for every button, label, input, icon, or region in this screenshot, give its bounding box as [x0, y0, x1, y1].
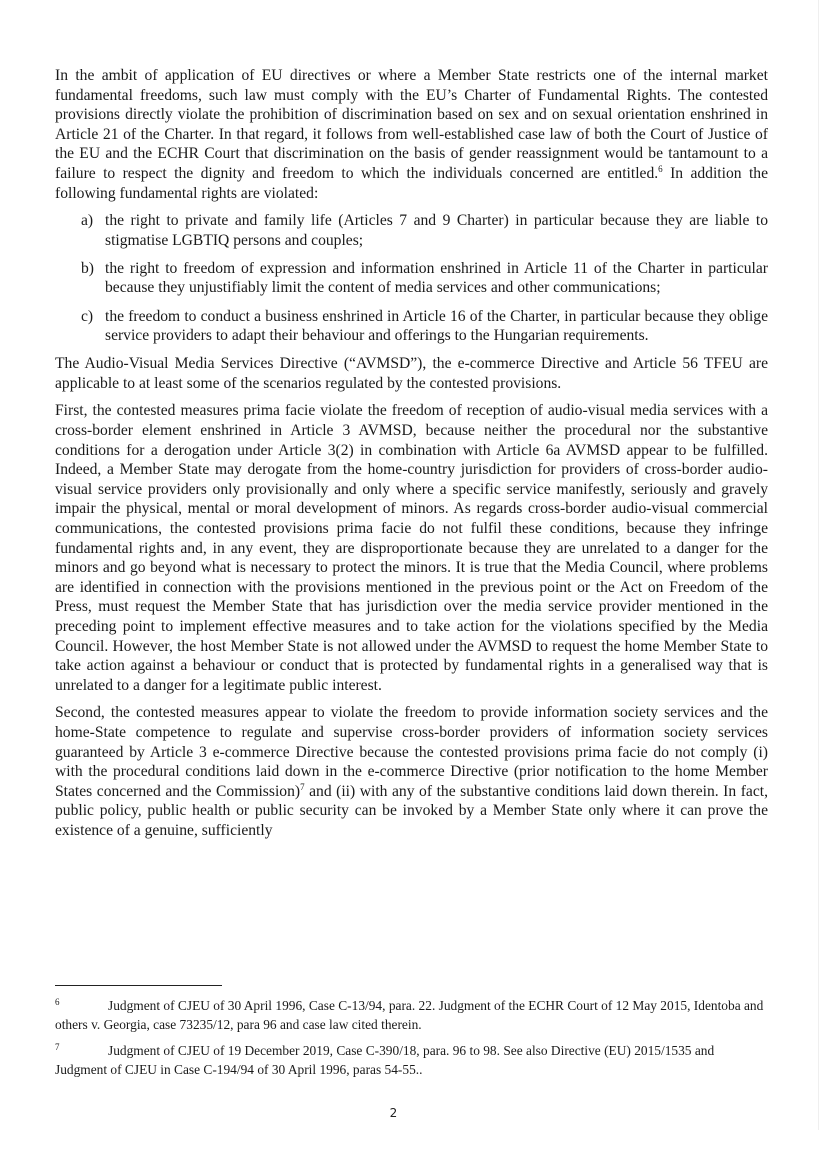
paragraph-text: and (ii) with any of the substantive conditions laid down therein. In fact, public policy, public health or public security can be invoked by a Member State only where it can prove the existence of a genuine, sufficiently [55, 782, 768, 839]
footnotes [55, 997, 768, 1087]
paragraph-text: Second, the contested measures appear to violate the freedom to provide information society services and the home-State competence to regulate and supervise cross-border providers of information society services guaranteed by Article 3 e-commerce Directive because the contested provisions prima facie do not comply (i) with the procedural conditions laid down in the e-commerce Directive (prior notification to the home Member States concerned and the Commission) [55, 704, 768, 800]
footnote-text: Judgment of CJEU of 30 April 1996, Case C-13/94, para. 22. Judgment of the ECHR Court of 12 May 2015, Identoba and others v. Georgia, case 73235/12, para 96 and case law cited therein. [55, 998, 764, 1032]
list-item-text: the right to freedom of expression and information enshrined in Article 11 of the Charter in particular because they unjustifiably limit the content of media services and other communications; [105, 259, 768, 297]
footnote-7: 7 Judgment of CJEU of 19 December 2019, Case C-390/18, para. 96 to 98. See also Directive (EU) 2015/1535 and Judgment of CJEU in Case C-194/94 of 30 April 1996, paras 54-55.. [55, 1042, 715, 1077]
footnote-reference-6[interactable]: 6 [658, 163, 663, 174]
list-marker: a) [81, 212, 94, 230]
footnote-6: 6 Judgment of CJEU of 30 April 1996, Case C-13/94, para. 22. Judgment of the ECHR Court of 12 May 2015, Identoba and others v. Georgia, case 73235/12, para 96 and case law cited therein. [55, 997, 764, 1032]
paragraph-second-ecommerce [55, 703, 768, 840]
body-text [55, 66, 768, 848]
paragraph-text: In the ambit of application of EU directives or where a Member State restricts one of the internal market fundamental freedoms, such law must comply with the EU’s Charter of Fundamental Rights. The contested provisions directly violate the prohibition of discrimination based on sex and on sexual orientation enshrined in Article 21 of the Charter. In that regard, it follows from well-established case law of both the Court of Justice of the EU and the ECHR Court that discrimination on the basis of gender reassignment would be tantamount to a failure to respect the dignity and freedom to which the individuals concerned are entitled. [55, 67, 768, 182]
paragraph-text: In addition the following fundamental rights are violated: [55, 164, 769, 202]
page-number: 2 [389, 1106, 398, 1120]
list-item [55, 259, 768, 298]
paragraph-applicable-law: The Audio-Visual Media Services Directive (“AVMSD”), the e-commerce Directive and Article 56 TFEU are applicable to at least some of the scenarios regulated by the contested provisions. [55, 355, 768, 392]
footnote-separator [55, 985, 222, 986]
list-item [55, 307, 768, 346]
paragraph-first-avmsd: First, the contested measures prima facie violate the freedom of reception of audio-visual media services with a cross-border element enshrined in Article 3 AVMSD, because neither the procedural nor the substantive conditions for a derogation under Article 3(2) in combination with Article 6a AVMSD appear to be fulfilled. Indeed, a Member State may derogate from the home-country jurisdiction for providers of cross-border audio-visual service providers only provisionally and only where a specific service manifestly, seriously and gravely impair the physical, mental or moral development of minors. As regards cross-border audio-visual commercial communications, the contested provisions prima facie do not fulfil these conditions, because they infringe fundamental rights and, in any event, they are disproportionate because they are unrelated to a danger for the minors and go beyond what is necessary to protect the minors. It is true that the Media Council, where problems are identified in connection with the provisions mentioned in the previous point or the Act on Freedom of the Press, must request the Member State that has jurisdiction over the media service provider mentioned in the preceding point to implement effective measures and to take action for the violations specified by the Media Council. However, the host Member State is not allowed under the AVMSD to request the home Member State to take action against a behaviour or conduct that is protected by fundamental rights in a generalised way that is unrelated to a danger for a legitimate public interest. [55, 402, 768, 694]
list-item-text: the freedom to conduct a business enshrined in Article 16 of the Charter, in particular because they oblige service providers to adapt their behaviour and offerings to the Hungarian requirements. [105, 307, 768, 345]
scan-edge-line [818, 0, 819, 1130]
list-item [55, 211, 768, 250]
list-marker: b) [81, 259, 94, 277]
list-item-text: the right to private and family life (Articles 7 and 9 Charter) in particular because they are liable to stigmatise LGBTIQ persons and couples; [105, 212, 768, 249]
violated-rights-list [55, 211, 768, 346]
paragraph-charter-rights [55, 66, 768, 203]
footnote-reference-7[interactable]: 7 [300, 781, 305, 792]
list-marker: c) [81, 307, 94, 325]
footnote-text: Judgment of CJEU of 19 December 2019, Case C-390/18, para. 96 to 98. See also Directive (EU) 2015/1535 and Judgment of CJEU in Case C-194/94 of 30 April 1996, paras 54-55.. [55, 1043, 715, 1077]
